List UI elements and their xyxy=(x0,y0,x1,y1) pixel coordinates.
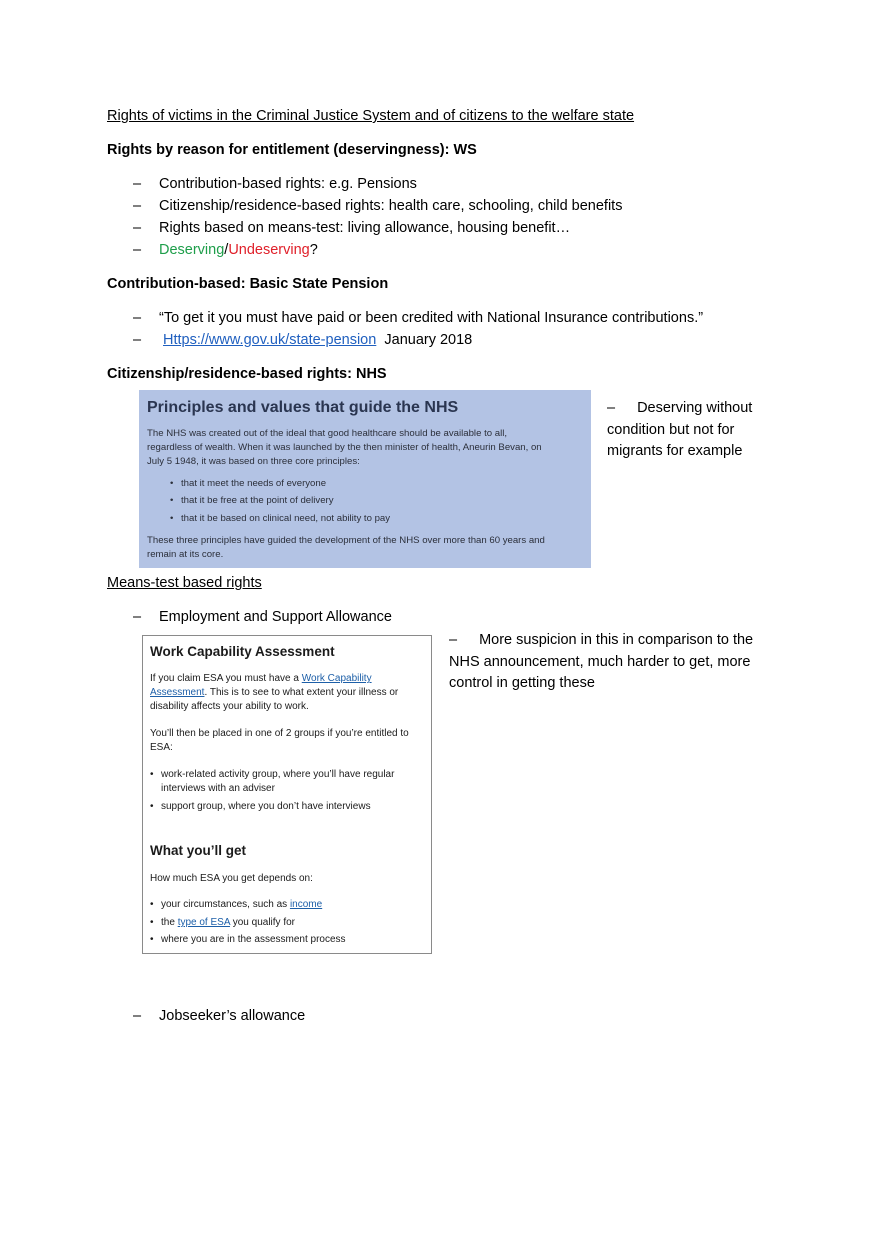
slash: / xyxy=(224,242,229,258)
pension-link-line xyxy=(163,332,472,348)
list-item-text: Employment and Support Allowance xyxy=(159,609,392,625)
nhs-outro-line: These three principles have guided the development of the NHS over more than 60 years and xyxy=(147,535,545,546)
esa-paragraph: disability affects your ability to work. xyxy=(150,701,309,712)
pension-date: January 2018 xyxy=(384,332,473,348)
note-line: Deserving without xyxy=(637,400,753,416)
pension-quote: “To get it you must have paid or been credited with National Insurance contributions.” xyxy=(159,310,704,326)
nhs-principles-image xyxy=(139,390,591,568)
esa-paragraph: How much ESA you get depends on: xyxy=(150,873,313,884)
nhs-principle-item: • that it meet the needs of everyone xyxy=(181,478,326,489)
dash-marker: – xyxy=(133,198,142,214)
section-heading-pension: Contribution-based: Basic State Pension xyxy=(107,276,389,292)
section-heading-nhs: Citizenship/residence-based rights: NHS xyxy=(107,366,387,382)
note-line: More suspicion in this in comparison to the xyxy=(479,632,754,648)
question-mark: ? xyxy=(309,242,318,258)
esa-group-item: • work-related activity group, where you’ll have regular xyxy=(161,768,394,783)
esa-text: . This is to see to what extent your illness or xyxy=(204,687,399,698)
state-pension-link[interactable]: Https://www.gov.uk/state-pension xyxy=(163,332,377,348)
section-heading-means-test: Means-test based rights xyxy=(107,575,262,591)
nhs-intro-line: regardless of wealth. When it was launched by the then minister of health, Aneurin Bevan, on xyxy=(147,442,542,453)
undeserving-word: Undeserving xyxy=(228,242,310,258)
dash-marker: – xyxy=(133,220,142,236)
nhs-image-heading: Principles and values that guide the NHS xyxy=(147,399,459,416)
esa-paragraph xyxy=(150,672,372,687)
list-item-text: Rights based on means-test: living allowance, housing benefit… xyxy=(159,220,571,236)
dash-marker: – xyxy=(607,400,616,416)
esa-factor-item: • where you are in the assessment process xyxy=(161,933,346,948)
esa-text: the xyxy=(161,917,178,928)
nhs-intro-line: The NHS was created out of the ideal that good healthcare should be available to all, xyxy=(147,428,507,439)
list-item-text: Citizenship/residence-based rights: health care, schooling, child benefits xyxy=(159,198,623,214)
esa-factor-item xyxy=(161,916,295,931)
note-line: condition but not for xyxy=(607,421,735,438)
deserving-word: Deserving xyxy=(159,242,225,258)
esa-assessment-image xyxy=(142,635,432,954)
esa-paragraph xyxy=(150,686,398,701)
dash-marker: – xyxy=(133,609,142,625)
note-line: migrants for example xyxy=(607,443,743,459)
esa-heading-wca: Work Capability Assessment xyxy=(150,644,335,659)
type-of-esa-link[interactable]: type of ESA xyxy=(177,917,230,928)
list-item-text: Contribution-based rights: e.g. Pensions xyxy=(159,176,417,192)
dash-marker: – xyxy=(133,310,142,326)
note-line: control in getting these xyxy=(449,675,595,691)
wca-link[interactable]: Work Capability xyxy=(301,673,372,684)
nhs-principle-item: • that it be based on clinical need, not ability to pay xyxy=(181,513,390,524)
esa-group-item: • support group, where you don’t have interviews xyxy=(161,800,371,815)
nhs-side-note xyxy=(607,398,847,463)
dash-marker: – xyxy=(133,332,142,348)
list-item-text: Jobseeker’s allowance xyxy=(159,1008,306,1024)
esa-side-note xyxy=(449,630,779,695)
esa-paragraph: ESA: xyxy=(150,742,173,753)
esa-paragraph: You’ll then be placed in one of 2 groups if you’re entitled to xyxy=(150,728,409,739)
income-link[interactable]: income xyxy=(289,899,323,910)
deserving-question xyxy=(159,242,318,258)
note-line: NHS announcement, much harder to get, more xyxy=(449,653,751,670)
esa-heading-what-you-get: What you’ll get xyxy=(150,843,246,858)
dash-marker: – xyxy=(133,242,142,258)
section-heading-entitlement: Rights by reason for entitlement (deservingness): WS xyxy=(107,142,477,158)
assessment-link[interactable]: Assessment xyxy=(150,687,205,698)
esa-text: your circumstances, such as xyxy=(161,899,290,910)
dash-marker: – xyxy=(133,1008,142,1024)
esa-text: If you claim ESA you must have a xyxy=(150,673,302,684)
nhs-outro-line: remain at its core. xyxy=(147,549,224,560)
dash-marker: – xyxy=(133,176,142,192)
esa-factor-item xyxy=(161,898,322,913)
document-title: Rights of victims in the Criminal Justice System and of citizens to the welfare state xyxy=(107,108,635,124)
esa-group-item-cont: interviews with an adviser xyxy=(161,783,275,794)
nhs-intro-line: July 5 1948, it was based on three core principles: xyxy=(147,456,360,467)
dash-marker: – xyxy=(449,632,458,648)
esa-text: you qualify for xyxy=(229,917,295,928)
nhs-principle-item: • that it be free at the point of delivery xyxy=(181,495,334,506)
